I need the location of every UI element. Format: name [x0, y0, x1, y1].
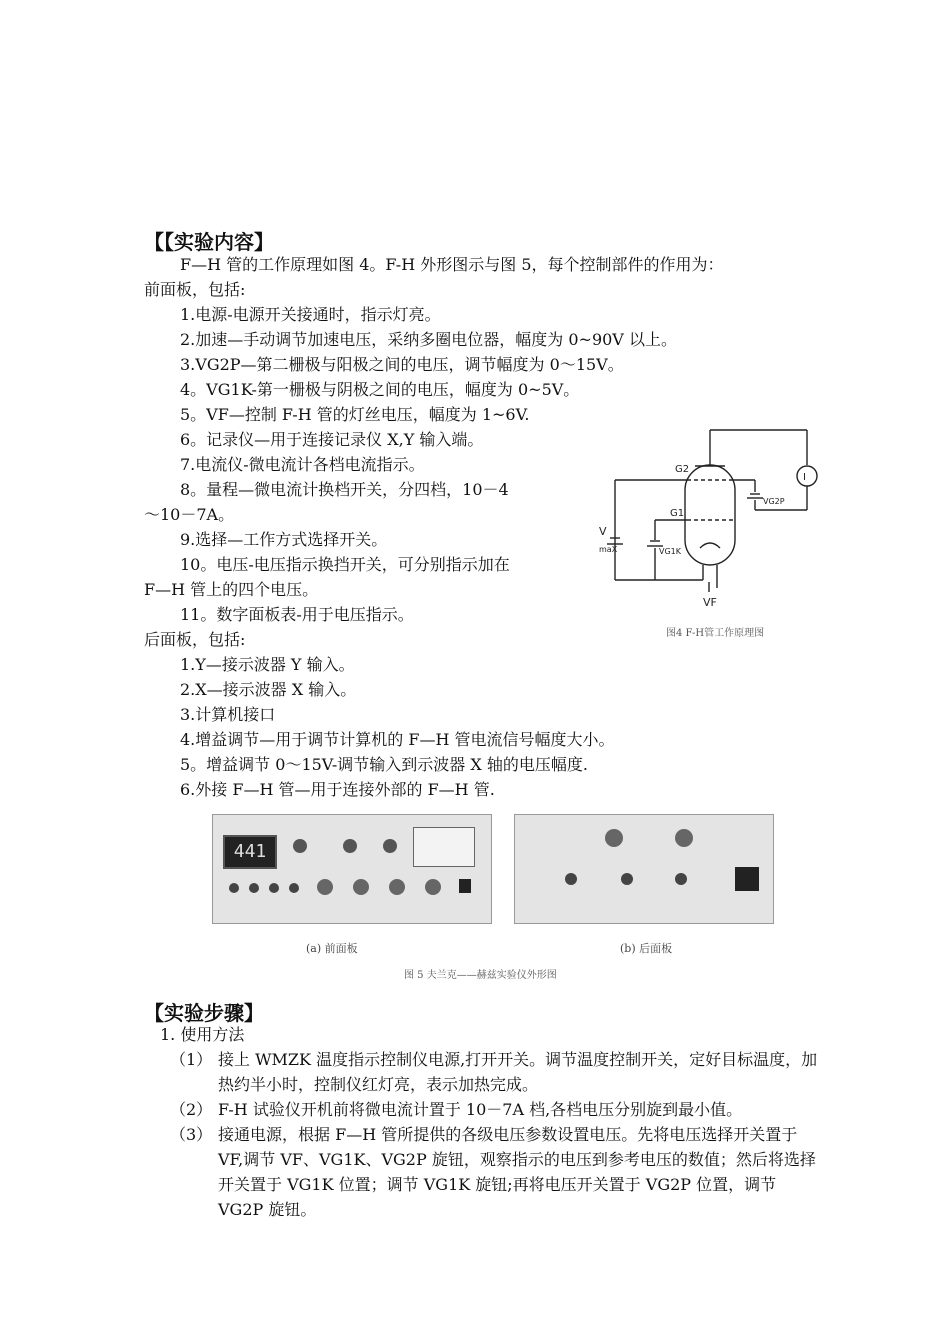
step-2-number: （2） [170, 1100, 213, 1119]
digital-display: 441 [223, 835, 277, 869]
power-socket [735, 867, 759, 891]
front-item-6: 6。记录仪—用于连接记录仪 X,Y 输入端。 [180, 430, 484, 449]
front-item-11: 11。数字面板表-用于电压指示。 [180, 605, 414, 624]
front-item-1: 1.电源-电源开关接通时，指示灯亮。 [180, 305, 441, 324]
step-3-number: （3） [170, 1125, 213, 1144]
front-item-10-cont: F—H 管上的四个电压。 [144, 580, 319, 599]
front-item-8-cont: ～10－7A。 [144, 505, 235, 524]
gain-knob-2 [675, 829, 693, 847]
label-vg2p: VG2P [763, 497, 785, 506]
steps-heading: 【实验步骤】 [144, 1001, 264, 1025]
front-item-8: 8。量程—微电流计换档开关，分四档，10－4 [180, 480, 509, 499]
knob-3 [383, 839, 397, 853]
content-heading: 【【实验内容】 [144, 230, 274, 254]
figure4-caption: 图4 F-H管工作原理图 [666, 628, 765, 639]
knob-1 [293, 839, 307, 853]
step-2-text: F-H 试验仪开机前将微电流计置于 10－7A 档,各档电压分别旋到最小值。 [218, 1100, 743, 1119]
front-panel-title: 前面板，包括: [144, 280, 246, 299]
gain-knob-1 [605, 829, 623, 847]
rear-panel-title: 后面板，包括: [144, 630, 246, 649]
rear-item-1: 1.Y—接示波器 Y 输入。 [180, 655, 355, 674]
x-jack [621, 873, 633, 885]
rear-item-6: 6.外接 F—H 管—用于连接外部的 F—H 管. [180, 780, 495, 799]
fh-tube-schematic [595, 420, 825, 620]
front-panel-label: (a) 前面板 [306, 942, 358, 955]
y-jack [565, 873, 577, 885]
figure5-caption: 图 5 夫兰克——赫兹实验仪外形图 [404, 970, 557, 981]
front-panel-photo [212, 814, 492, 924]
intro-text: F—H 管的工作原理如图 4。F-H 外形图示与图 5，每个控制部件的作用为： [180, 255, 724, 274]
jack-3 [269, 883, 279, 893]
label-vf: VF [703, 596, 717, 609]
steps-subtitle: 1. 使用方法 [160, 1025, 245, 1044]
front-item-4: 4。VG1K-第一栅极与阴极之间的电压，幅度为 0~5V。 [180, 380, 580, 399]
label-g2: G2 [675, 464, 690, 475]
jack-2 [249, 883, 259, 893]
front-item-9: 9.选择—工作方式选择开关。 [180, 530, 388, 549]
front-item-3: 3.VG2P—第二栅极与阳极之间的电压，调节幅度为 0～15V。 [180, 355, 624, 374]
knob-6 [389, 879, 405, 895]
current-meter [413, 827, 475, 867]
jack-4 [289, 883, 299, 893]
front-item-7: 7.电流仪-微电流计各档电流指示。 [180, 455, 425, 474]
label-meter: I [803, 472, 806, 483]
rear-panel-label: (b) 后面板 [620, 942, 673, 955]
step-3-text: 接通电源，根据 F—H 管所提供的各级电压参数设置电压。先将电压选择开关置于 VF,调节 VF、VG1K、VG2P 旋钮，观察指示的电压到参考电压的数值；然后将选择开关置于 VG1K 位置；调节 VG1K 旋钮;再将电压开关置于 VG2P 位置，调节 VG2P 旋钮。 [218, 1125, 816, 1219]
front-item-5: 5。VF—控制 F-H 管的灯丝电压，幅度为 1~6V. [180, 405, 530, 424]
step-1-text: 接上 WMZK 温度指示控制仪电源,打开开关。调节温度控制开关，定好目标温度，加热约半小时，控制仪红灯亮，表示加热完成。 [218, 1050, 818, 1094]
label-vmx: maX [599, 545, 618, 554]
front-item-2: 2.加速—手动调节加速电压，采纳多圈电位器，幅度为 0~90V 以上。 [180, 330, 677, 349]
label-g1: G1 [670, 508, 685, 519]
label-v: V [599, 525, 607, 538]
rear-item-4: 4.增益调节—用于调节计算机的 F—H 管电流信号幅度大小。 [180, 730, 615, 749]
computer-port [675, 873, 687, 885]
step-1-number: （1） [170, 1050, 213, 1069]
front-item-10: 10。电压-电压指示换挡开关，可分别指示加在 [180, 555, 510, 574]
rear-item-5: 5。增益调节 0～15V-调节输入到示波器 X 轴的电压幅度. [180, 755, 588, 774]
rear-panel-photo [514, 814, 774, 924]
knob-5 [353, 879, 369, 895]
label-vg1k: VG1K [659, 547, 682, 556]
power-switch [459, 879, 471, 893]
knob-7 [425, 879, 441, 895]
rear-item-2: 2.X—接示波器 X 输入。 [180, 680, 357, 699]
jack-1 [229, 883, 239, 893]
knob-4 [317, 879, 333, 895]
rear-item-3: 3.计算机接口 [180, 705, 276, 724]
knob-2 [343, 839, 357, 853]
